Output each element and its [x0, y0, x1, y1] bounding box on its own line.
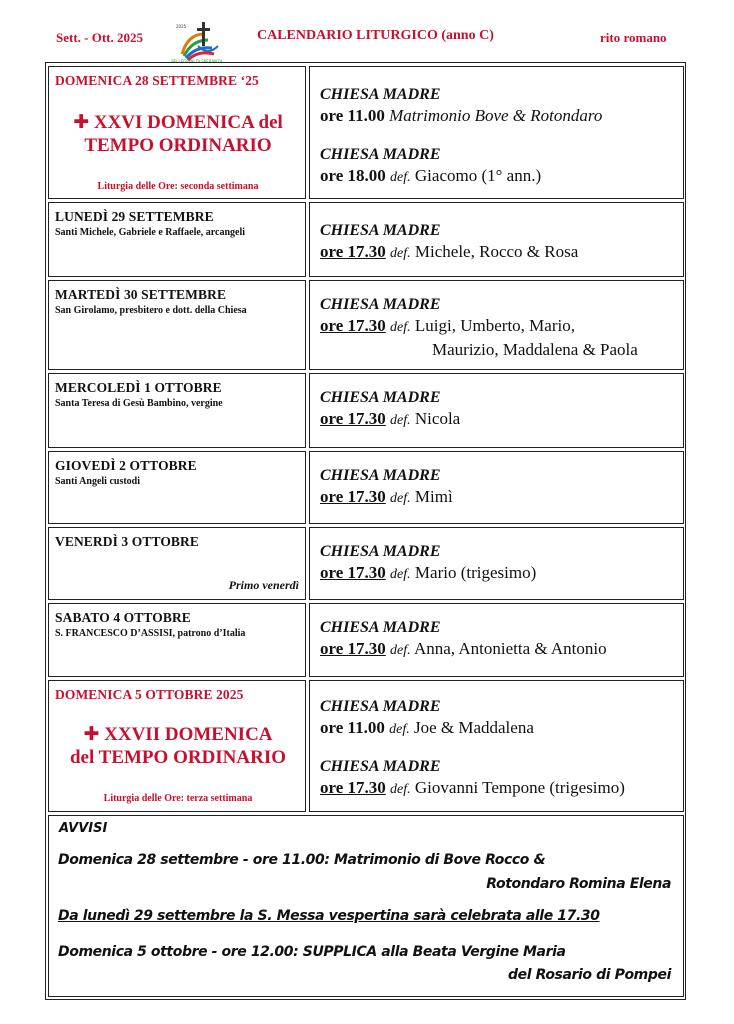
church-name: CHIESA MADRE: [320, 222, 441, 239]
day-label: SABATO 4 OTTOBRE: [55, 610, 191, 625]
church-name: CHIESA MADRE: [320, 296, 441, 313]
saint-label: San Girolamo, presbitero e dott. della Chiesa: [55, 305, 247, 316]
def-label: def.: [390, 491, 411, 506]
saint-label: Santa Teresa di Gesù Bambino, vergine: [55, 398, 223, 409]
feast-title: ✚ XXVII DOMENICA del TEMPO ORDINARIO: [69, 723, 287, 768]
day-row-monday-29: [48, 202, 684, 277]
notice-line: del Rosario di Pompei: [508, 967, 671, 983]
mass-time: ore 11.00: [320, 718, 385, 737]
mass-entry: [320, 145, 541, 189]
notice-line: Domenica 5 ottobre - ore 12.00: SUPPLICA alla Beata Vergine Maria: [58, 944, 566, 960]
notice-line: Da lunedì 29 settembre la S. Messa vespertina sarà celebrata alle 17.30: [58, 908, 600, 924]
feast-title: ✚ XXVI DOMENICA del TEMPO ORDINARIO: [73, 111, 283, 156]
mass-time: ore 11.00: [320, 106, 385, 125]
mass-entry: [320, 697, 534, 741]
church-name: CHIESA MADRE: [320, 86, 441, 103]
mass-cell: [309, 451, 684, 524]
mass-time: ore 17.30: [320, 639, 386, 658]
def-label: def.: [390, 413, 411, 428]
mass-time: ore 18.00: [320, 166, 386, 185]
deceased-names: Nicola: [414, 409, 461, 428]
def-label: def.: [390, 567, 411, 582]
deceased-names: Mimì: [414, 487, 453, 506]
page-header: [0, 20, 734, 64]
mass-time: ore 17.30: [320, 487, 386, 506]
mass-time: ore 17.30: [320, 409, 386, 428]
mass-cell: [309, 280, 684, 370]
mass-time: ore 17.30: [320, 778, 386, 797]
church-name: CHIESA MADRE: [320, 758, 441, 775]
def-label: def.: [389, 722, 410, 737]
church-name: CHIESA MADRE: [320, 389, 441, 406]
notice-line: Domenica 28 settembre - ore 11.00: Matrimonio di Bove Rocco &: [58, 852, 546, 868]
saint-label: S. FRANCESCO D’ASSISI, patrono d’Italia: [55, 628, 246, 639]
saint-label: Santi Angeli custodi: [55, 476, 141, 487]
day-cell: [48, 603, 306, 677]
notices-box: [48, 815, 684, 997]
mass-time: ore 17.30: [320, 316, 386, 335]
deceased-names: Michele, Rocco & Rosa: [414, 242, 579, 261]
cross-icon: ✚: [83, 723, 100, 745]
notice-line: Rotondaro Romina Elena: [486, 876, 671, 892]
page-title: CALENDARIO LITURGICO (anno C): [257, 28, 494, 43]
day-label: DOMENICA 5 OTTOBRE 2025: [55, 687, 244, 702]
notices-title: AVVISI: [59, 821, 108, 836]
deceased-names-continued: Maurizio, Maddalena & Paola: [432, 340, 638, 359]
day-row-sunday-28: [48, 66, 684, 199]
mass-entry: [320, 618, 607, 662]
first-friday-note: Primo venerdì: [228, 578, 299, 592]
period-label: Sett. - Ott. 2025: [56, 30, 144, 45]
day-cell: [48, 373, 306, 448]
saint-label: Santi Michele, Gabriele e Raffaele, arcangeli: [55, 227, 246, 238]
day-row-tuesday-30: [48, 280, 684, 370]
deceased-names: Anna, Antonietta & Antonio: [413, 639, 607, 658]
day-label: VENERDÌ 3 OTTOBRE: [55, 534, 199, 549]
mass-entry: [320, 757, 625, 801]
day-label: LUNEDÌ 29 SETTEMBRE: [55, 209, 214, 224]
mass-entry: [320, 542, 536, 586]
mass-entry: [320, 221, 578, 265]
church-name: CHIESA MADRE: [320, 619, 441, 636]
church-name: CHIESA MADRE: [320, 698, 441, 715]
day-label: MERCOLEDÌ 1 OTTOBRE: [55, 380, 222, 395]
day-cell: [48, 527, 306, 600]
mass-entry: [320, 295, 638, 361]
church-name: CHIESA MADRE: [320, 467, 441, 484]
def-label: def.: [390, 643, 411, 658]
def-label: def.: [390, 246, 411, 261]
day-label: DOMENICA 28 SETTEMBRE ‘25: [55, 73, 259, 88]
mass-entry: [320, 388, 460, 432]
day-row-friday-3: [48, 527, 684, 600]
liturgy-note: Liturgia delle Ore: seconda settimana: [97, 181, 259, 192]
day-cell: [48, 451, 306, 524]
day-cell: [48, 680, 306, 812]
day-row-saturday-4: [48, 603, 684, 677]
day-row-thursday-2: [48, 451, 684, 524]
mass-entry: [320, 466, 453, 510]
mass-cell: [309, 527, 684, 600]
deceased-names: Mario (trigesimo): [414, 563, 537, 582]
deceased-names: Giovanni Tempone (trigesimo): [414, 778, 625, 797]
day-label: GIOVEDÌ 2 OTTOBRE: [55, 458, 197, 473]
day-cell: [48, 280, 306, 370]
mass-entry: [320, 85, 602, 127]
mass-cell: [309, 680, 684, 812]
logo-year: 2025: [176, 24, 187, 29]
logo-text: PELLEGRINI DI SPERANZA: [171, 59, 223, 64]
day-row-wednesday-1: [48, 373, 684, 448]
mass-time: ore 17.30: [320, 242, 386, 261]
church-name: CHIESA MADRE: [320, 146, 441, 163]
deceased-names: Giacomo (1° ann.): [414, 166, 542, 185]
deceased-names: Joe & Maddalena: [413, 718, 534, 737]
day-cell: [48, 66, 306, 199]
mass-cell: [309, 603, 684, 677]
day-row-sunday-5: [48, 680, 684, 812]
cross-icon: ✚: [73, 111, 90, 133]
def-label: def.: [390, 782, 411, 797]
def-label: def.: [390, 320, 411, 335]
jubilee-logo-icon: [168, 20, 226, 64]
mass-time: ore 17.30: [320, 563, 386, 582]
mass-cell: [309, 373, 684, 448]
mass-intention: Matrimonio Bove & Rotondaro: [389, 106, 603, 125]
mass-cell: [309, 202, 684, 277]
day-cell: [48, 202, 306, 277]
def-label: def.: [390, 170, 411, 185]
deceased-names: Luigi, Umberto, Mario,: [414, 316, 575, 335]
mass-cell: [309, 66, 684, 199]
church-name: CHIESA MADRE: [320, 543, 441, 560]
liturgy-note: Liturgia delle Ore: terza settimana: [103, 793, 253, 804]
day-label: MARTEDÌ 30 SETTEMBRE: [55, 287, 227, 302]
rite-label: rito romano: [600, 30, 667, 45]
